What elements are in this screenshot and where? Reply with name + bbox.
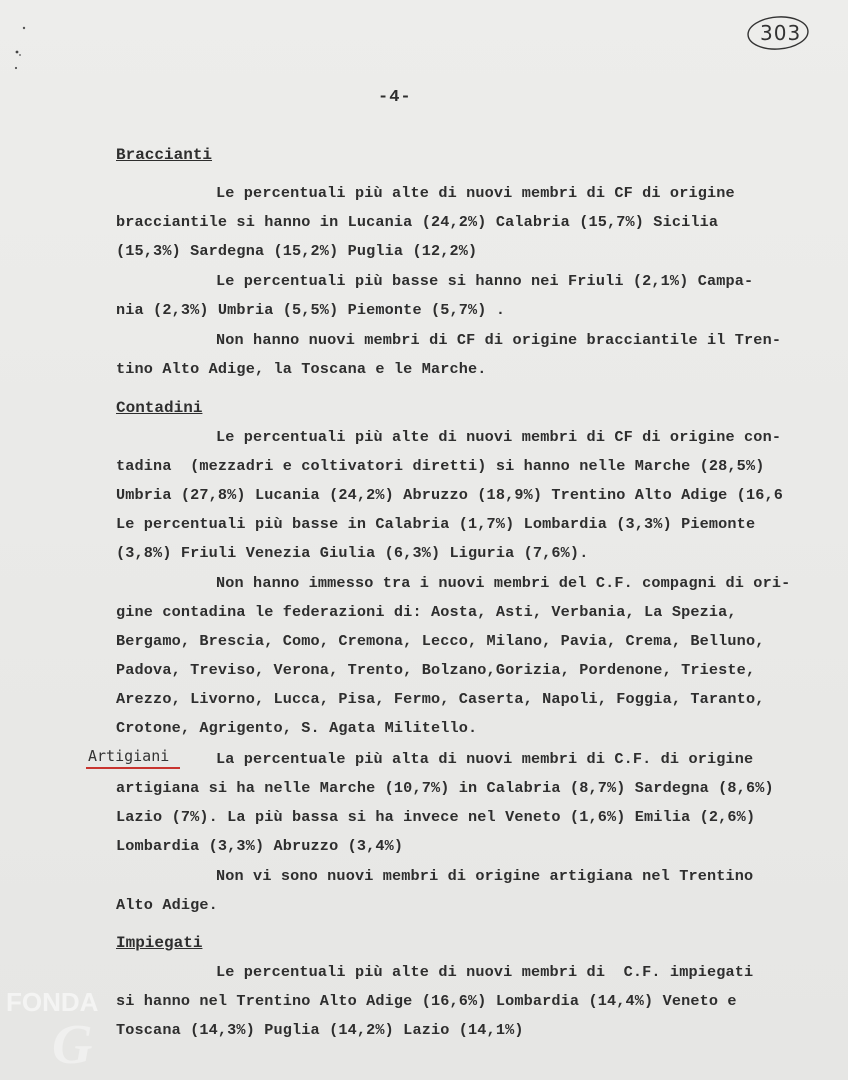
- heading-contadini: Contadini: [116, 399, 203, 417]
- text-line: artigiana si ha nelle Marche (10,7%) in Calabria (8,7%) Sardegna (8,6%): [116, 779, 774, 797]
- text-line: Arezzo, Livorno, Lucca, Pisa, Fermo, Caserta, Napoli, Foggia, Taranto,: [116, 690, 765, 708]
- text-line: Non hanno nuovi membri di CF di origine bracciantile il Tren-: [216, 331, 782, 349]
- text-line: Alto Adige.: [116, 896, 218, 914]
- text-line: Non vi sono nuovi membri di origine artigiana nel Trentino: [216, 867, 754, 885]
- text-line: Bergamo, Brescia, Como, Cremona, Lecco, Milano, Pavia, Crema, Belluno,: [116, 632, 765, 650]
- text-line: (15,3%) Sardegna (15,2%) Puglia (12,2%): [116, 242, 478, 260]
- foundation-watermark: [4, 985, 144, 1075]
- red-underline: [86, 767, 180, 769]
- text-line: Padova, Treviso, Verona, Trento, Bolzano,Gorizia, Pordenone, Trieste,: [116, 661, 756, 679]
- text-line: Toscana (14,3%) Puglia (14,2%) Lazio (14,1%): [116, 1021, 524, 1039]
- heading-braccianti: Braccianti: [116, 146, 213, 164]
- heading-impiegati: Impiegati: [116, 934, 203, 952]
- text-line: Le percentuali più basse in Calabria (1,7%) Lombardia (3,3%) Piemonte: [116, 515, 756, 533]
- text-line: Crotone, Agrigento, S. Agata Militello.: [116, 719, 478, 737]
- text-line: tadina (mezzadri e coltivatori diretti) si hanno nelle Marche (28,5%): [116, 457, 765, 475]
- text-line: Non hanno immesso tra i nuovi membri del C.F. compagni di ori-: [216, 574, 791, 592]
- text-line: bracciantile si hanno in Lucania (24,2%) Calabria (15,7%) Sicilia: [116, 213, 719, 231]
- svg-text:G: G: [52, 1014, 93, 1075]
- text-line: gine contadina le federazioni di: Aosta, Asti, Verbania, La Spezia,: [116, 603, 737, 621]
- text-line: nia (2,3%) Umbria (5,5%) Piemonte (5,7%) .: [116, 301, 506, 319]
- page-number: -4-: [378, 88, 412, 107]
- text-line: (3,8%) Friuli Venezia Giulia (6,3%) Liguria (7,6%).: [116, 544, 589, 562]
- archive-number-stamp: [746, 14, 810, 52]
- text-line: Lombardia (3,3%) Abruzzo (3,4%): [116, 837, 404, 855]
- text-line: tino Alto Adige, la Toscana e le Marche.: [116, 360, 487, 378]
- text-line: Lazio (7%). La più bassa si ha invece nel Veneto (1,6%) Emilia (2,6%): [116, 808, 756, 826]
- text-line: La percentuale più alta di nuovi membri di C.F. di origine: [216, 750, 754, 768]
- text-line: Le percentuali più alte di nuovi membri di CF di origine: [216, 184, 735, 202]
- text-line: Le percentuali più basse si hanno nei Friuli (2,1%) Campa-: [216, 272, 754, 290]
- margin-note-artigiani: [88, 747, 169, 765]
- margin-note-label: Artigiani: [88, 747, 170, 765]
- text-line: Le percentuali più alte di nuovi membri di CF di origine con-: [216, 428, 782, 446]
- text-line: si hanno nel Trentino Alto Adige (16,6%) Lombardia (14,4%) Veneto e: [116, 992, 737, 1010]
- text-line: Le percentuali più alte di nuovi membri di C.F. impiegati: [216, 963, 754, 981]
- archive-number: 303: [760, 21, 802, 45]
- ink-specks: [14, 22, 54, 87]
- watermark-text: FONDA: [6, 987, 99, 1017]
- text-line: Umbria (27,8%) Lucania (24,2%) Abruzzo (18,9%) Trentino Alto Adige (16,6: [116, 486, 784, 504]
